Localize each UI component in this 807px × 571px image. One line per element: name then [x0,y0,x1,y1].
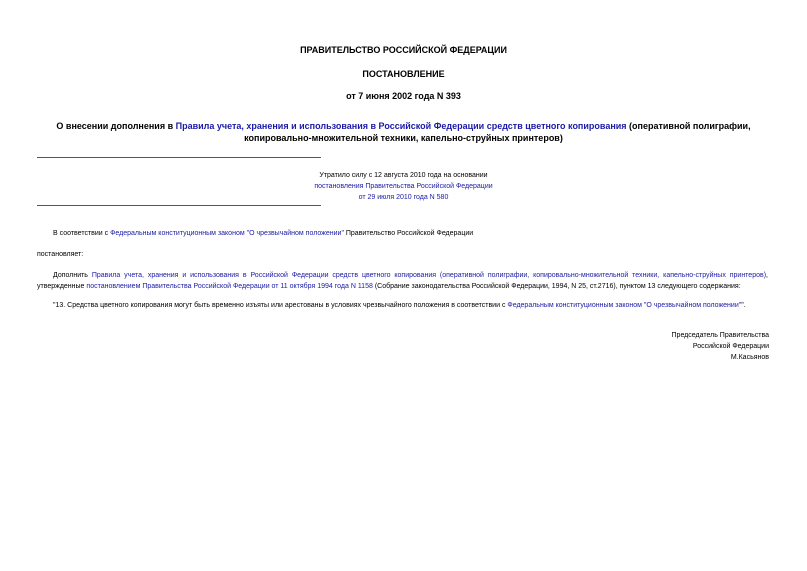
separator-bottom [37,205,321,206]
paragraph-amendment [37,270,768,292]
separator-top [37,157,321,158]
para1-suffix: Правительство Российской Федерации [343,230,474,237]
document-date-number: от 7 июня 2002 года N 393 [346,91,461,101]
para2-text-2: , утвержденные [37,272,768,290]
signature-line-2: Российской Федерации [692,343,769,350]
para3-suffix: ". [741,302,746,309]
para1-link-law[interactable]: Федеральным конституционным законом "О чрезвычайном положении" [110,230,344,237]
para1-prefix: В соответствии с [53,230,111,237]
document-type: ПОСТАНОВЛЕНИЕ [362,69,445,79]
para3-prefix: "13. Средства цветного копирования могут быть временно изъяты или арестованы в условиях чрезвычайного положения в соответствии с [53,302,508,309]
title-link-rules[interactable]: Правила учета, хранения и использования в Российской Федерации средств цветного копирования [175,121,627,131]
title-prefix: О внесении дополнения в [56,121,176,131]
document-title [40,120,767,144]
status-link-date[interactable]: от 29 июля 2010 года N 580 [358,194,449,201]
status-link-resolution[interactable]: постановления Правительства Российской Федерации [314,183,493,190]
resolves-text: постановляет: [37,251,84,258]
paragraph-basis [53,229,773,238]
para2-text-1: Дополнить [53,272,92,279]
status-line-1: Утратило силу с 12 августа 2010 года на основании [319,172,488,179]
signature-name: М.Касьянов [730,354,769,361]
signature-line-1: Председатель Правительства [671,332,769,339]
para2-link-resolution[interactable]: постановлением Правительства Российской Федерации от 11 октября 1994 года N 1158 [86,283,373,290]
signature-block [672,330,769,363]
para2-link-rules[interactable]: Правила учета, хранения и использования в Российской Федерации средств цветного копирования (оперативной полиграфии, копировально-множительной техники, капельно-струйных принтеров) [91,272,767,279]
title-suffix: (оперативной полиграфии, копировально-множительной техники, капельно-струйных принтеров) [244,121,751,143]
para3-link-law[interactable]: Федеральным конституционным законом "О чрезвычайном положении" [507,302,742,309]
status-note [300,170,507,203]
government-heading: ПРАВИТЕЛЬСТВО РОССИЙСКОЙ ФЕДЕРАЦИИ [300,45,507,55]
paragraph-item-13 [53,301,773,310]
para2-text-3: (Собрание законодательства Российской Федерации, 1994, N 25, ст.2716), пунктом 13 следующего содержания: [372,283,741,290]
